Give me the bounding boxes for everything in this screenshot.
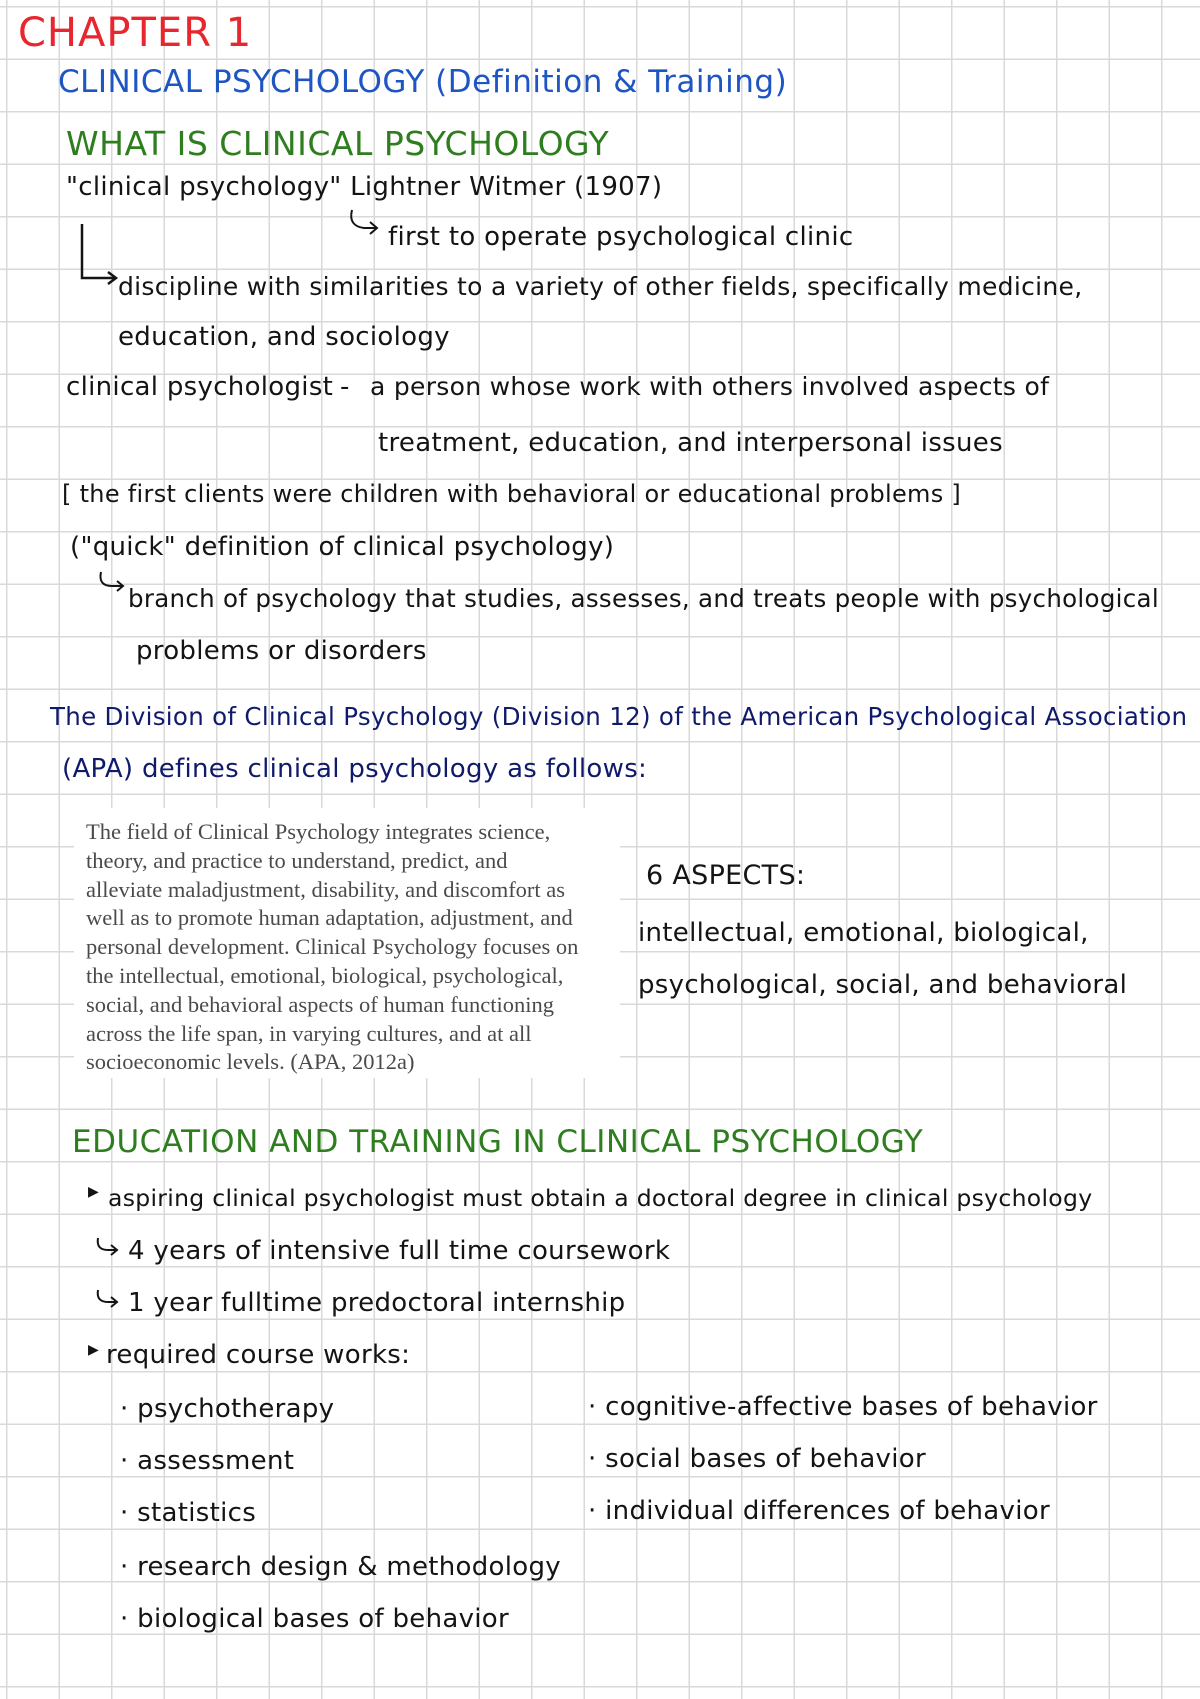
quick-definition-1: branch of psychology that studies, assesses, and treats people with psychological [128, 584, 1159, 613]
witmer-note: first to operate psychological clinic [388, 222, 854, 252]
aspects-line-2: psychological, social, and behavioral [638, 970, 1128, 1000]
psychologist-term: clinical psychologist [66, 372, 334, 402]
requirement-internship: 1 year fulltime predoctoral internship [128, 1288, 626, 1318]
course-item: · psychotherapy [120, 1394, 335, 1424]
quote-line: across the life span, in varying cultures, and at all [86, 1020, 532, 1046]
course-item: · cognitive-affective bases of behavior [588, 1392, 1098, 1422]
apa-intro-2: (APA) defines clinical psychology as follows: [62, 754, 648, 784]
course-label: cognitive-affective bases of behavior [605, 1392, 1098, 1422]
psychologist-definition-2: treatment, education, and interpersonal issues [378, 428, 1003, 458]
discipline-line-2: education, and sociology [118, 322, 450, 352]
psychologist-dash: - [340, 372, 350, 402]
course-label: assessment [137, 1446, 295, 1476]
quote-text [86, 818, 626, 1077]
aspects-line-1: intellectual, emotional, biological, [638, 918, 1089, 948]
aspects-heading: 6 ASPECTS: [646, 860, 806, 891]
course-item: · biological bases of behavior [120, 1604, 509, 1634]
section-heading-education: EDUCATION AND TRAINING IN CLINICAL PSYCHOLOGY [72, 1124, 924, 1160]
section-heading-what-is: WHAT IS CLINICAL PSYCHOLOGY [66, 124, 610, 163]
page-title: CLINICAL PSYCHOLOGY (Definition & Training) [58, 64, 788, 100]
course-item: · social bases of behavior [588, 1444, 926, 1474]
requirement-coursework: 4 years of intensive full time coursework [128, 1236, 671, 1266]
quote-line: well as to promote human adaptation, adjustment, and [86, 905, 573, 931]
course-label: statistics [137, 1498, 257, 1528]
quote-line: The field of Clinical Psychology integrates science, [86, 819, 551, 844]
required-courses-label: required course works: [106, 1340, 411, 1370]
course-item: · individual differences of behavior [588, 1496, 1050, 1526]
bullet-icon: ▶ [88, 1342, 100, 1358]
discipline-line-1: discipline with similarities to a variety of other fields, specifically medicine, [118, 272, 1083, 301]
apa-definition-quote [74, 808, 620, 1078]
quote-line: the intellectual, emotional, biological, psychological, [86, 962, 564, 988]
requirement-degree: aspiring clinical psychologist must obtain a doctoral degree in clinical psychology [108, 1184, 1093, 1212]
course-label: research design & methodology [137, 1552, 561, 1582]
course-label: individual differences of behavior [605, 1496, 1050, 1526]
quick-definition-2: problems or disorders [136, 636, 427, 666]
bullet-icon: ▶ [88, 1184, 100, 1200]
psychologist-definition-1: a person whose work with others involved aspects of [370, 372, 1050, 401]
chapter-heading: CHAPTER 1 [18, 10, 253, 56]
course-label: social bases of behavior [605, 1444, 926, 1474]
apa-intro-1: The Division of Clinical Psychology (Division 12) of the American Psychological Association [50, 702, 1188, 731]
course-label: psychotherapy [137, 1394, 335, 1424]
quote-line: alleviate maladjustment, disability, and discomfort as [86, 876, 566, 902]
quote-line: personal development. Clinical Psychology focuses on [86, 934, 579, 960]
hook-arrow-icon [94, 1288, 124, 1312]
first-clients-note: [ the first clients were children with behavioral or educational problems ] [62, 480, 962, 508]
quote-line: socioeconomic levels. (APA, 2012a) [86, 1049, 415, 1075]
course-label: biological bases of behavior [137, 1604, 509, 1634]
quote-line: social, and behavioral aspects of human functioning [86, 991, 554, 1017]
hook-arrow-icon [346, 208, 386, 238]
hook-arrow-icon [94, 1236, 124, 1260]
quick-definition-label: ("quick" definition of clinical psychology) [70, 532, 615, 562]
term-origin-line: "clinical psychology" Lightner Witmer (1907) [66, 172, 663, 202]
quote-line: theory, and practice to understand, predict, and [86, 847, 508, 873]
hook-arrow-icon [96, 570, 130, 598]
course-item: · statistics [120, 1498, 257, 1528]
course-item: · assessment [120, 1446, 295, 1476]
course-item: · research design & methodology [120, 1552, 561, 1582]
